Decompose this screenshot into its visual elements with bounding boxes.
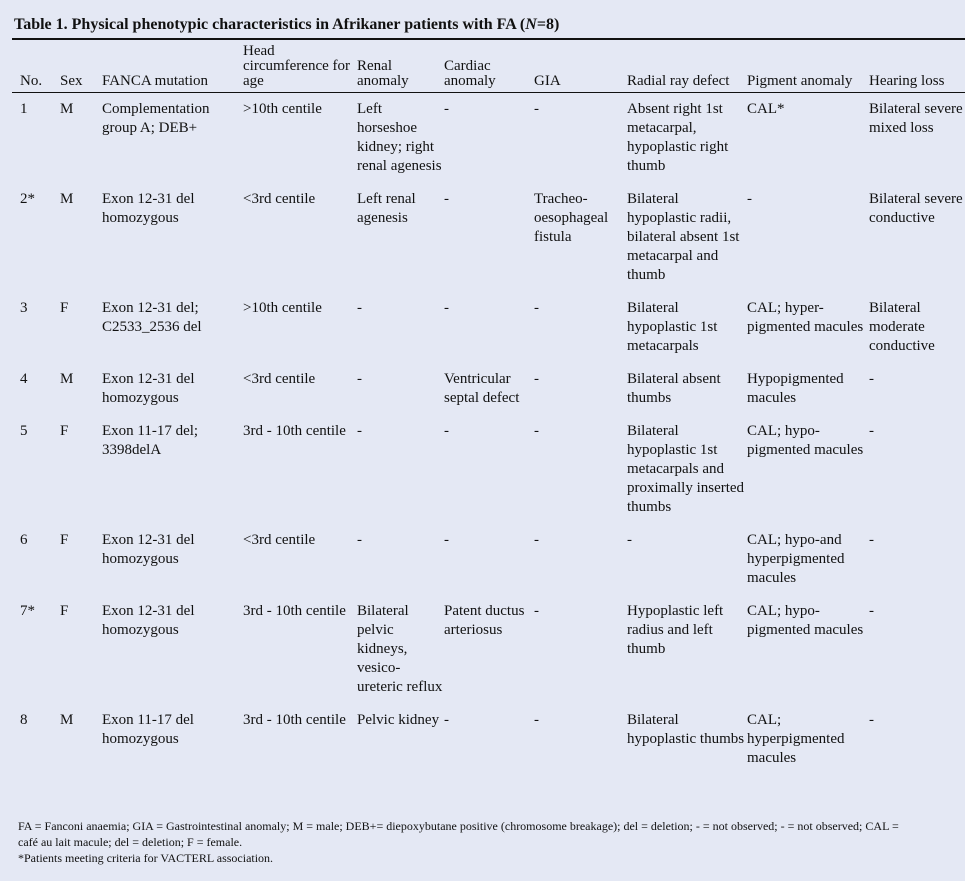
table-cell: - bbox=[534, 300, 539, 316]
table-cell: - bbox=[747, 191, 752, 207]
table-cell: - bbox=[869, 423, 874, 439]
table-cell: 3rd - 10th centile bbox=[243, 423, 346, 439]
column-header: Radial ray defect bbox=[627, 73, 730, 89]
table-cell: Exon 11-17 del homozygous bbox=[102, 712, 194, 747]
table-cell: >10th centile bbox=[243, 101, 322, 117]
table-cell: Bilateral moderate conductive bbox=[869, 300, 935, 354]
table-cell: M bbox=[60, 371, 74, 387]
table-cell: Complementation group A; DEB+ bbox=[102, 101, 210, 136]
column-header: No. bbox=[20, 73, 43, 89]
table-cell: F bbox=[60, 532, 69, 548]
column-header: FANCA mutation bbox=[102, 73, 208, 89]
table-cell: Hypopigmented macules bbox=[747, 371, 844, 406]
table-cell: Left horseshoe kidney; right renal agenesis bbox=[357, 101, 442, 174]
table-cell: Exon 12-31 del; C2533_2536 del bbox=[102, 300, 202, 335]
table-footnotes bbox=[18, 818, 918, 866]
column-header: Head circumference for age bbox=[243, 43, 351, 89]
table-row bbox=[12, 524, 965, 595]
table-cell: M bbox=[60, 101, 74, 117]
table-cell: 6 bbox=[20, 532, 28, 548]
table-cell: Bilateral hypoplastic radii, bilateral absent 1st metacarpal and thumb bbox=[627, 191, 740, 283]
table-cell: Exon 12-31 del homozygous bbox=[102, 191, 195, 226]
table-cell: - bbox=[444, 423, 449, 439]
table-cell: F bbox=[60, 300, 69, 316]
table-cell: - bbox=[444, 712, 449, 728]
table-row bbox=[12, 93, 965, 184]
table-cell: <3rd centile bbox=[243, 371, 316, 387]
table-cell: 3 bbox=[20, 300, 28, 316]
table-cell: 5 bbox=[20, 423, 28, 439]
table-cell: M bbox=[60, 191, 74, 207]
table-cell: Bilateral pelvic kidneys, vesico-ureteric reflux bbox=[357, 603, 443, 695]
table-cell: 1 bbox=[20, 101, 28, 117]
table-row bbox=[12, 183, 965, 292]
table-cell: - bbox=[357, 300, 362, 316]
table-cell: - bbox=[444, 101, 449, 117]
table-cell: Absent right 1st metacarpal, hypoplastic right thumb bbox=[627, 101, 729, 174]
table-cell: F bbox=[60, 603, 69, 619]
vacterl-note: *Patients meeting criteria for VACTERL association. bbox=[18, 851, 274, 865]
table-cell: 4 bbox=[20, 371, 28, 387]
header-row bbox=[12, 44, 965, 93]
column-header: GIA bbox=[534, 73, 561, 89]
table-cell: >10th centile bbox=[243, 300, 322, 316]
table-cell: 7* bbox=[20, 603, 35, 619]
phenotype-table bbox=[12, 44, 965, 775]
table-cell: CAL; hyper-pigmented macules bbox=[747, 300, 864, 335]
table-cell: <3rd centile bbox=[243, 191, 316, 207]
table-row bbox=[12, 292, 965, 363]
table-cell: Ventricular septal defect bbox=[444, 371, 520, 406]
table-cell: 8 bbox=[20, 712, 28, 728]
table-cell: - bbox=[444, 532, 449, 548]
table-cell: Tracheo-oesophageal fistula bbox=[534, 191, 609, 245]
table-cell: - bbox=[869, 371, 874, 387]
table-cell: - bbox=[534, 532, 539, 548]
table-row bbox=[12, 415, 965, 524]
title-suffix: =8) bbox=[536, 16, 560, 33]
table-cell: Exon 12-31 del homozygous bbox=[102, 532, 195, 567]
table-cell: CAL; hypo-pigmented macules bbox=[747, 423, 864, 458]
table-cell: 3rd - 10th centile bbox=[243, 603, 346, 619]
table-cell: - bbox=[357, 371, 362, 387]
table-cell: 3rd - 10th centile bbox=[243, 712, 346, 728]
table-cell: - bbox=[534, 101, 539, 117]
title-prefix: Table 1. Physical phenotypic characteristics in Afrikaner patients with FA ( bbox=[14, 16, 526, 33]
table-cell: Hypoplastic left radius and left thumb bbox=[627, 603, 724, 657]
table-cell: Exon 11-17 del; 3398delA bbox=[102, 423, 199, 458]
table-cell: - bbox=[869, 532, 874, 548]
table-cell: - bbox=[534, 603, 539, 619]
table-row bbox=[12, 704, 965, 775]
column-header: Hearing loss bbox=[869, 73, 945, 89]
table-cell: Exon 12-31 del homozygous bbox=[102, 371, 195, 406]
table-cell: Bilateral hypoplastic thumbs bbox=[627, 712, 745, 747]
table-cell: M bbox=[60, 712, 74, 728]
table-row bbox=[12, 363, 965, 415]
table-cell: CAL; hypo-and hyperpigmented macules bbox=[747, 532, 845, 586]
table-cell: - bbox=[534, 712, 539, 728]
top-rule bbox=[12, 38, 965, 40]
table-cell: CAL* bbox=[747, 101, 785, 117]
table-cell: Bilateral hypoplastic 1st metacarpals bbox=[627, 300, 718, 354]
table-cell: - bbox=[869, 603, 874, 619]
table-cell: Patent ductus arteriosus bbox=[444, 603, 525, 638]
table-title bbox=[14, 16, 559, 34]
table-cell: - bbox=[627, 532, 632, 548]
column-header: Sex bbox=[60, 73, 83, 89]
table-cell: CAL; hypo-pigmented macules bbox=[747, 603, 864, 638]
table-cell: F bbox=[60, 423, 69, 439]
table-cell: Exon 12-31 del homozygous bbox=[102, 603, 195, 638]
table-cell: <3rd centile bbox=[243, 532, 316, 548]
table-cell: Bilateral hypoplastic 1st metacarpals and proximally inserted thumbs bbox=[627, 423, 745, 515]
table-cell: 2* bbox=[20, 191, 35, 207]
column-header: Cardiac anomaly bbox=[444, 58, 496, 89]
table-cell: - bbox=[357, 423, 362, 439]
table-cell: Bilateral absent thumbs bbox=[627, 371, 721, 406]
table-cell: - bbox=[444, 191, 449, 207]
table-cell: Pelvic kidney bbox=[357, 712, 440, 728]
table-cell: - bbox=[357, 532, 362, 548]
table-cell: CAL; hyperpigmented macules bbox=[747, 712, 845, 766]
column-header: Pigment anomaly bbox=[747, 73, 853, 89]
title-n: N bbox=[525, 16, 537, 33]
table-cell: - bbox=[444, 300, 449, 316]
table-cell: - bbox=[534, 423, 539, 439]
column-header: Renal anomaly bbox=[357, 58, 409, 89]
table-cell: - bbox=[869, 712, 874, 728]
table-cell: Bilateral severe mixed loss bbox=[869, 101, 963, 136]
table-cell: - bbox=[534, 371, 539, 387]
table-cell: Left renal agenesis bbox=[357, 191, 416, 226]
table-cell: Bilateral severe conductive bbox=[869, 191, 963, 226]
abbreviations-note: FA = Fanconi anaemia; GIA = Gastrointestinal anomaly; M = male; DEB+= diepoxybutane positive (chromosome breakage); del = deletion; - = not observed; - = not observed; CAL = café au lait macule; del = deletion; F = female. bbox=[18, 819, 899, 849]
table-row bbox=[12, 595, 965, 704]
